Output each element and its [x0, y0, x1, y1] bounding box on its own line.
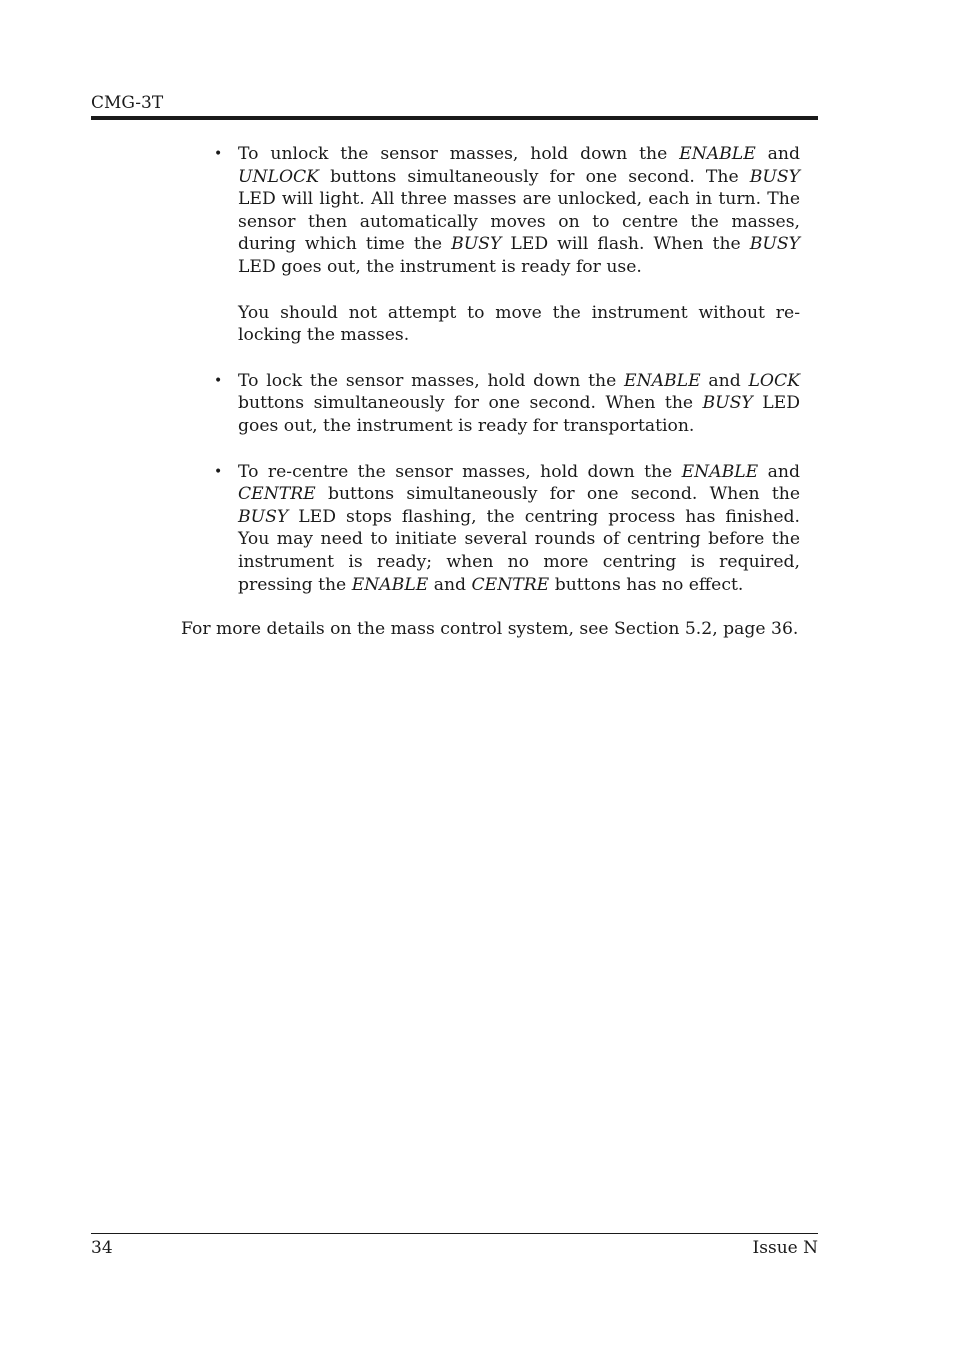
bullet-list: [214, 143, 801, 596]
text-run: LED goes out, the instrument is ready for use.: [238, 256, 642, 277]
bullet-item-centre: [214, 461, 800, 597]
bullet-item-unlock: [214, 143, 800, 279]
bullet-item-lock: [214, 370, 801, 438]
button-name-unlock: UNLOCK: [238, 166, 320, 187]
text-run: and: [428, 574, 472, 595]
text-run: To unlock the sensor masses, hold down the: [238, 144, 680, 164]
text-run: LED will light. All three masses are unlocked, each in turn. The sensor then automatically moves on to centre the masses, during which time the: [238, 189, 800, 255]
closing-paragraph: For more details on the mass control system, see Section 5.2, page 36.: [181, 619, 799, 639]
button-name-enable: ENABLE: [679, 144, 756, 164]
text-run: and: [755, 144, 800, 164]
footer-rule: [91, 1233, 818, 1234]
text-run: To re-centre the sensor masses, hold down the: [238, 461, 682, 482]
running-header-title: CMG-3T: [91, 93, 164, 113]
page-number: 34: [91, 1238, 113, 1258]
led-name-busy: BUSY: [749, 166, 800, 187]
text-run: LED will flash. When the: [501, 234, 750, 255]
text-run: and: [700, 370, 749, 391]
button-name-enable: ENABLE: [681, 461, 759, 482]
button-name-enable: ENABLE: [624, 370, 701, 391]
issue-label: Issue N: [752, 1238, 818, 1258]
led-name-busy: BUSY: [702, 393, 753, 414]
header-rule: [91, 116, 818, 120]
text-run: To lock the sensor masses, hold down the: [238, 370, 625, 391]
led-name-busy: BUSY: [749, 234, 800, 255]
led-name-busy: BUSY: [451, 234, 502, 255]
button-name-enable: ENABLE: [351, 574, 429, 595]
text-run: LED stops flashing, the centring process has finished. You may need to initiate several rounds of centring before the instrument is ready; when no more centring is required, pressing the: [238, 506, 800, 595]
led-name-busy: BUSY: [238, 506, 289, 527]
bullet-note: You should not attempt to move the instrument without re-locking the masses.: [238, 302, 800, 346]
bullet-icon: •: [214, 372, 223, 389]
text-run: buttons simultaneously for one second. When the: [315, 484, 800, 505]
text-run: buttons simultaneously for one second. When the: [238, 393, 703, 414]
text-run: buttons simultaneously for one second. The: [319, 166, 750, 187]
text-run: buttons has no effect.: [549, 574, 744, 595]
bullet-icon: •: [214, 146, 223, 162]
button-name-centre: CENTRE: [238, 484, 316, 505]
button-name-lock: LOCK: [748, 370, 801, 391]
text-run: and: [758, 461, 800, 482]
text-run: LED goes out, the instrument is ready for transportation.: [238, 393, 800, 436]
button-name-centre: CENTRE: [471, 574, 550, 595]
bullet-icon: •: [214, 463, 223, 480]
